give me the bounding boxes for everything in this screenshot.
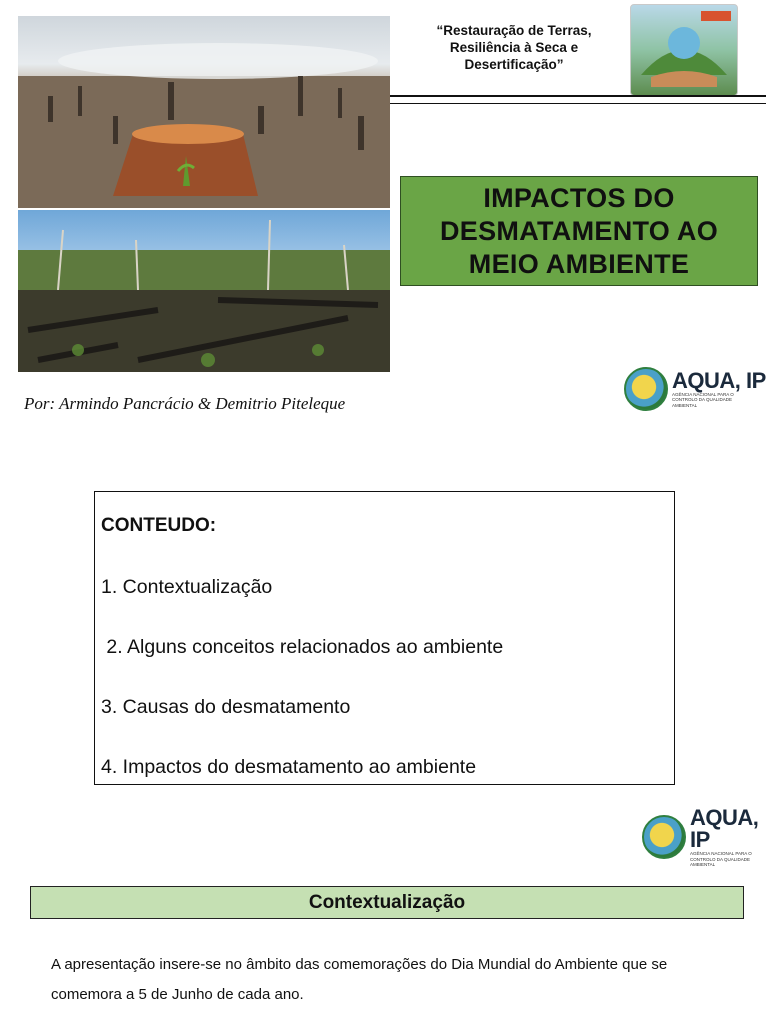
contents-box — [94, 491, 675, 785]
intro-line: A apresentação insere-se no âmbito das comemorações do Dia Mundial do Ambiente que se — [51, 956, 668, 973]
deforestation-photo-stumps — [18, 16, 390, 208]
contents-item: 4. Impactos do desmatamento ao ambiente — [101, 756, 477, 778]
aqua-logo-subtitle: AGÊNCIA NACIONAL PARA O CONTROLO DA QUALIDADE AMBIENTAL — [690, 851, 752, 867]
aqua-globe-icon — [642, 815, 686, 859]
aqua-logo-name: AQUA, IP — [672, 367, 766, 393]
aqua-logo-subtitle: AGÊNCIA NACIONAL PARA O CONTROLO DA QUALIDADE AMBIENTAL — [672, 391, 734, 408]
aqua-logo-name: AQUA, IP — [690, 805, 759, 852]
section-heading-bar — [30, 886, 744, 919]
aqua-globe-icon — [624, 367, 668, 411]
contents-item: 3. Causas do desmatamento — [101, 696, 351, 718]
aqua-ip-logo — [624, 367, 766, 411]
world-environment-day-logo — [630, 4, 738, 96]
presentation-title-box — [400, 176, 758, 286]
event-theme-title — [408, 22, 620, 73]
presentation-title-line: MEIO AMBIENTE — [468, 248, 690, 279]
header-divider — [390, 95, 766, 104]
presentation-title-line: DESMATAMENTO AO — [440, 215, 718, 246]
deforestation-photo-burned-field — [18, 210, 390, 372]
contents-item: 2. Alguns conceitos relacionados ao ambiente — [101, 636, 504, 658]
event-theme-line: Desertificação” — [464, 57, 564, 72]
authors-line: Por: Armindo Pancrácio & Demitrio Piteleque — [24, 394, 346, 413]
contents-heading: CONTEUDO: — [101, 515, 217, 536]
section-heading: Contextualização — [308, 891, 466, 913]
intro-line: comemora a 5 de Junho de cada ano. — [51, 986, 304, 1003]
intro-paragraph — [51, 950, 751, 1010]
contents-item: 1. Contextualização — [101, 576, 273, 598]
event-theme-line: “Restauração de Terras, — [436, 23, 592, 38]
event-theme-line: Resiliência à Seca e — [449, 40, 579, 55]
aqua-ip-logo — [642, 807, 768, 868]
presentation-title-line: IMPACTOS DO — [483, 182, 675, 213]
